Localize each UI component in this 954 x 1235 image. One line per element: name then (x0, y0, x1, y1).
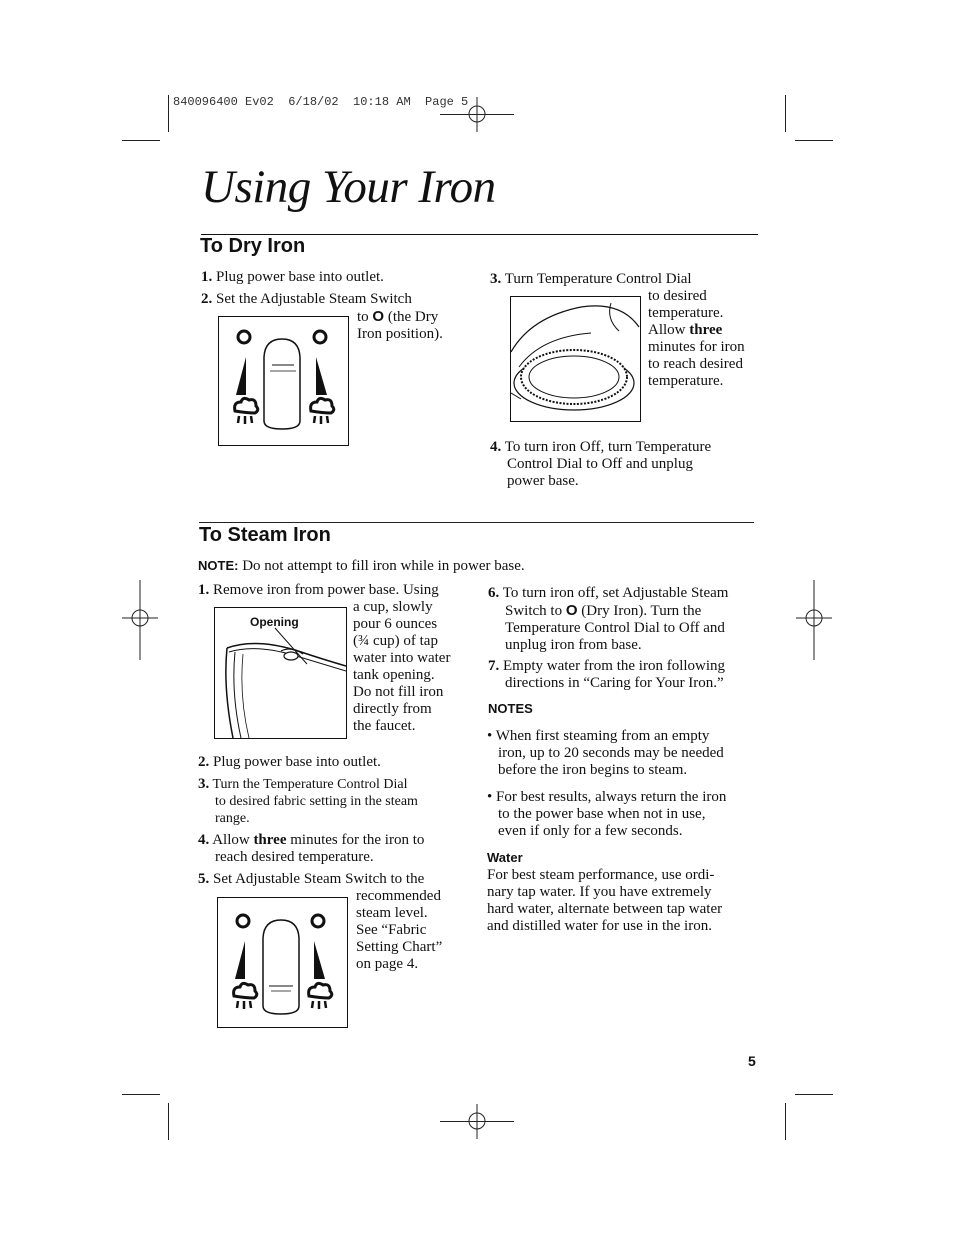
text: to (357, 309, 369, 325)
crop-mark (785, 95, 786, 132)
text: minutes for the iron to (290, 832, 425, 848)
dry-step-3-cont (648, 288, 745, 390)
text: before the iron begins to steam. (498, 762, 688, 778)
steam-switch-illustration (217, 897, 348, 1028)
temperature-dial-icon (511, 297, 640, 421)
text: recommended (356, 888, 441, 904)
text: Do not fill iron (353, 684, 444, 700)
steam-switch-illustration (218, 316, 349, 446)
step-number: 4. (198, 832, 210, 848)
steam-step-3 (198, 776, 418, 827)
text: to desired fabric setting in the steam (215, 794, 418, 809)
text: Temperature Control Dial to Off and (505, 620, 725, 636)
steam-step-7 (488, 658, 725, 692)
step-text: Set the Adjustable Steam Switch (216, 291, 412, 307)
text: See “Fabric (356, 922, 427, 938)
note-label: NOTE: (198, 558, 239, 573)
text: Switch to (505, 603, 563, 619)
text: To turn iron off, set Adjustable Steam (502, 585, 729, 601)
crop-mark (122, 1094, 160, 1095)
text: pour 6 ounces (353, 616, 438, 632)
text: the faucet. (353, 718, 416, 734)
text: to reach desired (648, 356, 743, 372)
dry-symbol: O (565, 602, 578, 619)
steam-step-5-cont (356, 888, 442, 973)
text: directions in “Caring for Your Iron.” (505, 675, 724, 691)
steam-iron-heading: To Steam Iron (199, 524, 331, 546)
text: Allow (648, 322, 686, 338)
step-number: 3. (198, 776, 210, 792)
text: Setting Chart” (356, 939, 443, 955)
registration-target-icon (460, 1104, 496, 1140)
text: hard water, alternate between tap water (487, 901, 723, 917)
notes-heading: NOTES (488, 701, 533, 716)
text: to the power base when not in use, (498, 806, 706, 822)
water-text (487, 867, 722, 935)
note-2 (487, 789, 726, 840)
text: Remove iron from power base. Using (213, 582, 439, 598)
note-text: Do not attempt to fill iron while in power base. (242, 558, 525, 574)
text: Allow (212, 832, 250, 848)
emphasis: three (253, 832, 287, 848)
text: minutes for iron (648, 339, 745, 355)
step-number: 4. (490, 439, 502, 455)
text: Set Adjustable Steam Switch to the (213, 871, 425, 887)
step-number: 2. (198, 754, 210, 770)
step-number: 2. (201, 291, 213, 307)
page-title: Using Your Iron (201, 161, 496, 213)
print-slug: 840096400 Ev02 6/18/02 10:18 AM Page 5 (173, 95, 469, 109)
text: (¾ cup) of tap (353, 633, 438, 649)
text: steam level. (356, 905, 428, 921)
crop-mark (122, 140, 160, 141)
page-number: 5 (748, 1053, 756, 1069)
steam-step-5 (198, 871, 424, 888)
dry-step-3 (490, 271, 692, 288)
text: power base. (507, 473, 579, 489)
text: nary tap water. If you have extremely (487, 884, 712, 900)
text: Control Dial to Off and unplug (507, 456, 693, 472)
step-number: 1. (198, 582, 210, 598)
text: temperature. (648, 305, 724, 321)
registration-target-icon (796, 580, 832, 660)
text: range. (215, 811, 250, 826)
crop-mark (168, 95, 169, 132)
step-number: 1. (201, 269, 213, 285)
text: a cup, slowly (353, 599, 433, 615)
dry-iron-heading: To Dry Iron (200, 235, 306, 257)
text: unplug iron from base. (505, 637, 642, 653)
steam-step-1-cont (353, 599, 450, 735)
text: to desired (648, 288, 707, 304)
text: • When first steaming from an empty (487, 728, 710, 744)
crop-mark (168, 1103, 169, 1140)
text: (the Dry (387, 309, 439, 325)
steam-step-2 (198, 754, 381, 771)
step-text: Plug power base into outlet. (213, 754, 381, 770)
step-number: 7. (488, 658, 500, 674)
emphasis: three (689, 322, 723, 338)
text: To turn iron Off, turn Temperature (504, 439, 712, 455)
text: Iron position). (357, 326, 443, 342)
text: on page 4. (356, 956, 419, 972)
text: reach desired temperature. (215, 849, 374, 865)
switch-diagram-icon (219, 317, 348, 445)
text: temperature. (648, 373, 724, 389)
step-text: Plug power base into outlet. (216, 269, 384, 285)
text: (Dry Iron). Turn the (581, 603, 702, 619)
section-rule (199, 522, 754, 523)
dry-step-2 (201, 291, 412, 308)
crop-mark (785, 1103, 786, 1140)
text: tank opening. (353, 667, 435, 683)
text: water into water (353, 650, 451, 666)
crop-mark (795, 140, 833, 141)
text: Turn the Temperature Control Dial (212, 777, 408, 792)
steam-note (198, 557, 525, 575)
steam-step-6 (488, 585, 728, 654)
dry-step-1 (201, 269, 384, 286)
switch-diagram-icon (218, 898, 347, 1027)
dry-step-2-cont (357, 308, 443, 343)
text: For best steam performance, use ordi- (487, 867, 715, 883)
text: and distilled water for use in the iron. (487, 918, 712, 934)
text: Empty water from the iron following (503, 658, 726, 674)
text: iron, up to 20 seconds may be needed (498, 745, 724, 761)
step-number: 3. (490, 271, 502, 287)
text: even if only for a few seconds. (498, 823, 683, 839)
step-text: Turn Temperature Control Dial (504, 271, 692, 287)
step-number: 5. (198, 871, 210, 887)
temperature-dial-illustration (510, 296, 641, 422)
registration-target-icon (122, 580, 158, 660)
text: • For best results, always return the iron (487, 789, 727, 805)
step-number: 6. (488, 585, 500, 601)
dry-step-4 (490, 439, 711, 490)
crop-mark (795, 1094, 833, 1095)
registration-line (440, 114, 514, 115)
note-1 (487, 728, 724, 779)
text: directly from (353, 701, 432, 717)
water-heading: Water (487, 850, 523, 865)
registration-line (440, 1121, 514, 1122)
opening-label: Opening (250, 615, 299, 629)
dry-symbol: O (372, 308, 385, 325)
steam-step-1 (198, 582, 439, 599)
steam-step-4 (198, 832, 424, 866)
